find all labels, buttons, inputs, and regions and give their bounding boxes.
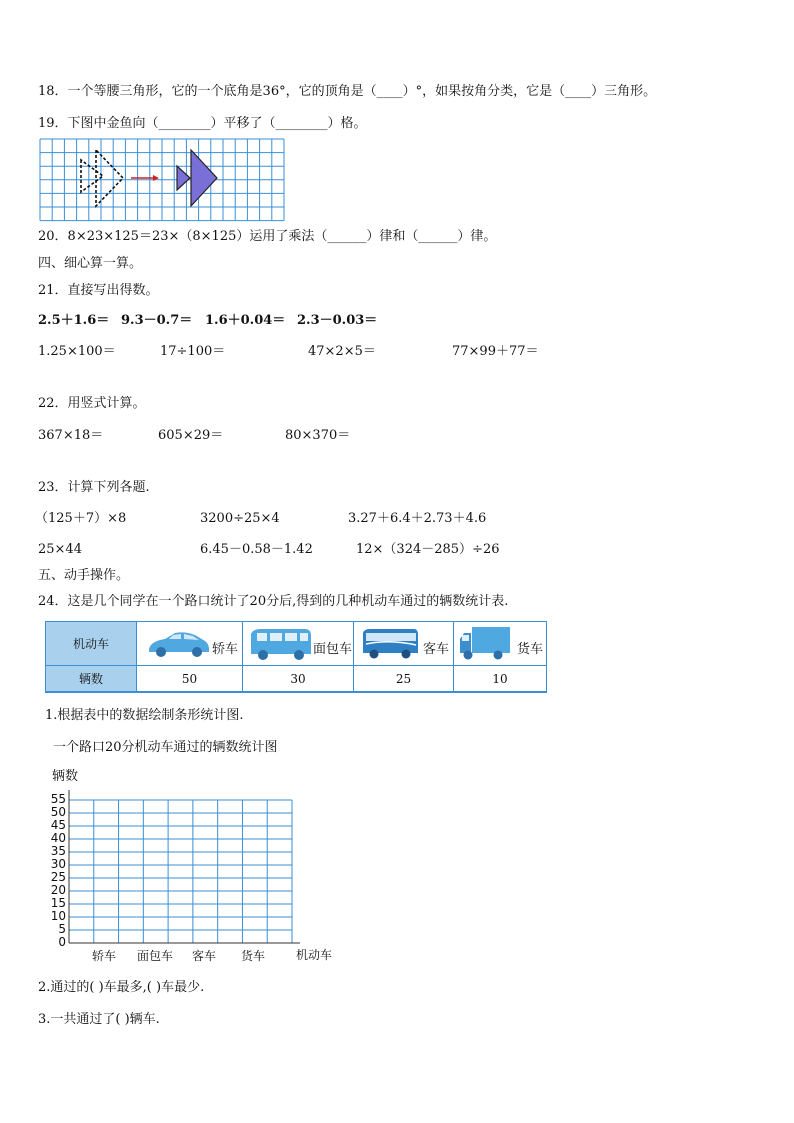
table-cell-truck-count: 10: [454, 666, 546, 692]
table-cell-van-count: 30: [243, 666, 354, 692]
y-tick-label: 25: [50, 870, 66, 884]
question-20: 20．8×23×125＝23×（8×125）运用了乘法（______）律和（______）律。: [38, 229, 497, 244]
y-tick-label: 10: [50, 909, 66, 923]
y-tick-label: 15: [50, 896, 66, 910]
q21-item: 1.6＋0.04＝: [205, 313, 286, 328]
y-tick-label: 5: [58, 922, 66, 936]
x-tick-label: 面包车: [137, 949, 174, 963]
q21-item: 2.3－0.03＝: [297, 313, 378, 328]
table-cell-car-count: 50: [137, 666, 243, 692]
x-tick-label: 货车: [241, 949, 266, 963]
y-tick-label: 40: [50, 831, 66, 845]
q22-item: 80×370＝: [285, 428, 351, 443]
q21-item: 9.3－0.7＝: [121, 313, 193, 328]
question-23: 23．计算下列各题.: [38, 480, 150, 495]
y-tick-label: 45: [50, 818, 66, 832]
q21-item: 1.25×100＝: [38, 344, 116, 359]
y-tick-label: 20: [50, 883, 66, 897]
y-tick-label: 50: [50, 805, 66, 819]
x-tick-label: 客车: [192, 949, 217, 963]
question-21: 21．直接写出得数。: [38, 283, 159, 298]
q21-item: 2.5＋1.6＝: [38, 313, 110, 328]
question-18: 18．一个等腰三角形，它的一个底角是36°，它的顶角是（____）°，如果按角分类，它是（____）三角形。: [38, 84, 657, 99]
table-cell-bus-count: 25: [354, 666, 454, 692]
sub-question-2: 2.通过的( )车最多,( )车最少.: [38, 980, 205, 995]
chart-title: 一个路口20分机动车通过的辆数统计图: [53, 740, 278, 755]
sub-question-1: 1.根据表中的数据绘制条形统计图.: [45, 708, 244, 723]
chart-y-axis-label: 辆数: [52, 769, 79, 784]
q23-item: 6.45－0.58－1.42: [200, 542, 313, 557]
q23-item: 12×（324－285）÷26: [356, 542, 500, 557]
q21-item: 17÷100＝: [160, 344, 226, 359]
table-header-count: 辆数: [46, 666, 137, 692]
vehicle-label-car: 轿车: [211, 642, 238, 657]
question-24: 24．这是几个同学在一个路口统计了20分后,得到的几种机动车通过的辆数统计表.: [38, 594, 509, 609]
sub-question-3: 3.一共通过了( )辆车.: [38, 1012, 160, 1027]
section-4-heading: 四、细心算一算。: [38, 256, 143, 271]
q21-item: 77×99＋77＝: [452, 344, 539, 359]
q23-item: （125＋7）×8: [35, 511, 127, 526]
q23-item: 25×44: [38, 542, 82, 557]
vehicle-label-truck: 货车: [516, 642, 543, 657]
vehicle-label-bus: 客车: [422, 642, 449, 657]
q22-item: 605×29＝: [158, 428, 224, 443]
y-tick-label: 35: [50, 844, 66, 858]
q22-item: 367×18＝: [38, 428, 104, 443]
question-19: 19．下图中金鱼向（________）平移了（________）格。: [38, 116, 367, 131]
x-tick-label: 轿车: [92, 949, 117, 963]
chart-x-axis-label: 机动车: [296, 948, 333, 962]
table-header-vehicle: 机动车: [46, 622, 137, 666]
y-tick-label: 55: [50, 792, 66, 806]
section-5-heading: 五、动手操作。: [38, 568, 130, 583]
question-22: 22．用竖式计算。: [38, 396, 146, 411]
y-tick-label: 30: [50, 857, 66, 871]
q23-item: 3.27＋6.4＋2.73＋4.6: [348, 511, 487, 526]
q21-item: 47×2×5＝: [308, 344, 376, 359]
y-tick-label: 0: [58, 935, 66, 949]
q23-item: 3200÷25×4: [200, 511, 280, 526]
vehicle-label-van: 面包车: [312, 642, 352, 657]
